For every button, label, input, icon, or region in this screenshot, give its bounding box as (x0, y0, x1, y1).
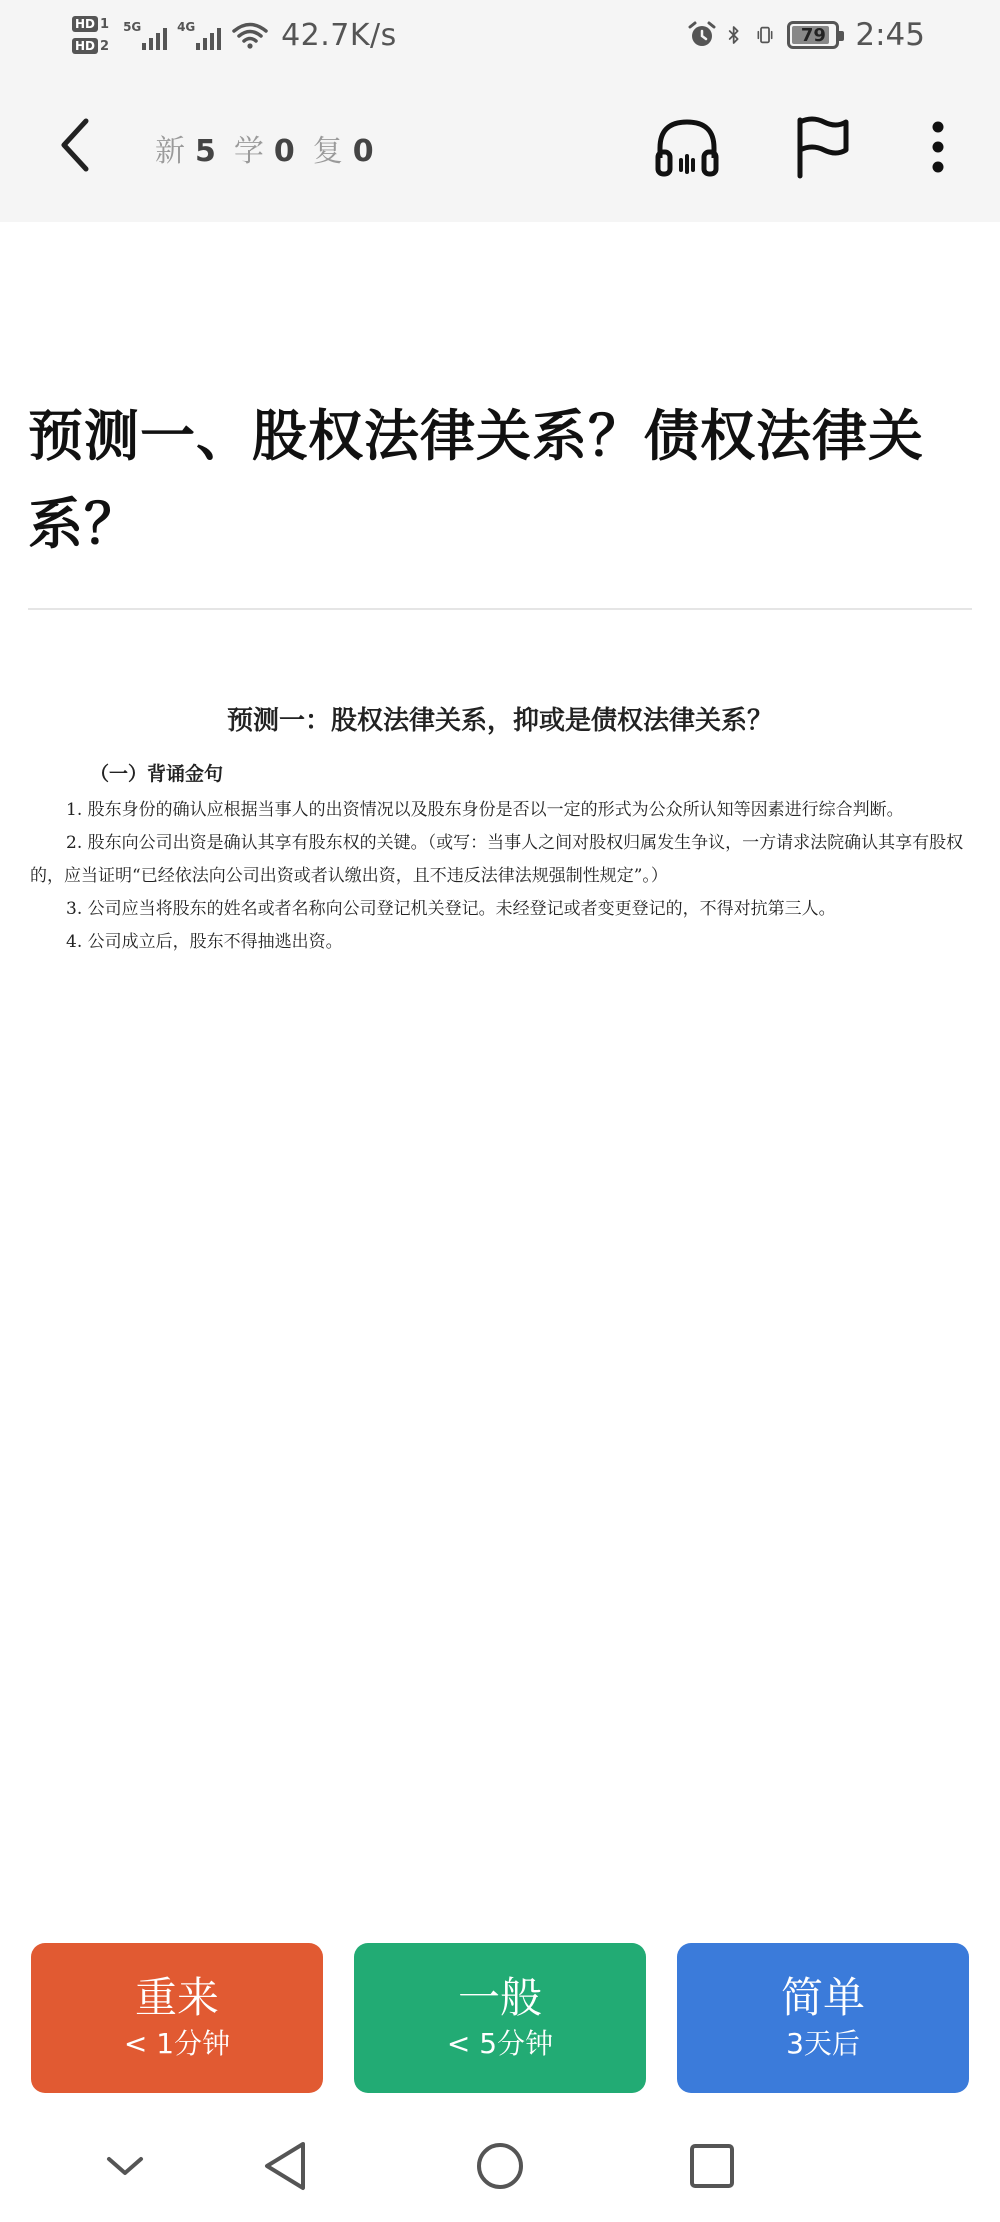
again-interval: < 1分钟 (123, 2027, 231, 2060)
status-right (687, 8, 925, 62)
sim1-network-type: 5G (123, 20, 142, 34)
sim-hd-indicators (72, 16, 109, 54)
doc-section-heading: （一）背诵金句 (90, 763, 224, 785)
home-circle-icon (475, 2141, 525, 2191)
easy-button[interactable] (677, 1943, 969, 2093)
flag-button[interactable] (787, 112, 857, 182)
again-button[interactable] (31, 1943, 323, 2093)
sim2-hd (72, 38, 109, 54)
back-icon (56, 115, 96, 175)
doc-item: 1. 股东身份的确认应根据当事人的出资情况以及股东身份是否以一定的形式为公众所认知等因素进行综合判断。 (66, 800, 904, 820)
battery-level: 79 (800, 24, 826, 46)
recents-square-icon (689, 2143, 735, 2189)
sim2-network-type: 4G (177, 20, 196, 34)
nav-back-button[interactable] (254, 2134, 318, 2198)
review-count-value: 0 (352, 134, 374, 169)
doc-item: 4. 公司成立后，股东不得抽逃出资。 (66, 932, 343, 952)
sim2-hd-tag: HD (72, 38, 98, 54)
answer-buttons (31, 1943, 969, 2093)
wifi-icon (231, 20, 269, 50)
nav-home-button[interactable] (468, 2134, 532, 2198)
easy-label: 简单 (780, 1973, 865, 2022)
sim2-hd-num: 2 (100, 38, 110, 54)
learn-count-label: 学 (233, 134, 264, 169)
sim1-signal-icon (123, 20, 167, 50)
good-button[interactable] (354, 1943, 646, 2093)
flag-icon (792, 114, 852, 180)
doc-item: 2. 股东向公司出资是确认其享有股东权的关键。（或写：当事人之间对股权归属发生争议，一方请求法院确认其享有股权的，应当证明“已经依法向公司出资或者认缴出资，且不违反法律法规强制性规定”。） (30, 833, 964, 886)
more-vert-icon (928, 117, 948, 177)
good-label: 一般 (457, 1973, 542, 2022)
sim2-signal-icon (177, 20, 221, 50)
status-bar (0, 0, 1000, 70)
system-nav-bar (0, 2110, 1000, 2222)
good-interval: < 5分钟 (446, 2027, 554, 2060)
headphones-icon (654, 114, 720, 180)
back-button[interactable] (48, 112, 104, 178)
doc-title: 预测一：股权法律关系，抑或是债权法律关系？ (226, 706, 773, 736)
more-options-button[interactable] (903, 112, 973, 182)
sim1-hd-num: 1 (100, 16, 110, 32)
app-header (0, 90, 1000, 200)
network-speed: 42.7K/s (281, 17, 397, 53)
new-count-value: 5 (195, 134, 216, 169)
again-label: 重来 (134, 1973, 219, 2022)
learn-count-value: 0 (273, 134, 295, 169)
audio-button[interactable] (652, 112, 722, 182)
nav-recents-button[interactable] (680, 2134, 744, 2198)
status-time: 2:45 (855, 17, 925, 53)
card-answer-image (30, 700, 970, 959)
bluetooth-icon (727, 20, 747, 50)
review-count-label: 复 (312, 134, 343, 169)
new-count-label: 新 (155, 134, 185, 169)
doc-item: 3. 公司应当将股东的姓名或者名称向公司登记机关登记。未经登记或者变更登记的，不得对抗第三人。 (66, 899, 836, 919)
sim1-hd-tag: HD (72, 16, 98, 32)
collapse-icon (105, 2154, 145, 2178)
card-counters (155, 126, 392, 170)
vibrate-icon (757, 20, 777, 50)
nav-collapse-button[interactable] (93, 2134, 157, 2198)
back-triangle-icon (261, 2140, 311, 2192)
battery-icon (787, 21, 839, 49)
sim1-hd (72, 16, 109, 32)
card-divider (28, 608, 972, 610)
easy-interval: 3天后 (786, 2027, 860, 2060)
card-question-title: 预测一、股权法律关系？债权法律关系？ (28, 404, 925, 556)
alarm-icon (687, 20, 717, 50)
top-bar (0, 0, 1000, 222)
status-left (72, 8, 397, 62)
